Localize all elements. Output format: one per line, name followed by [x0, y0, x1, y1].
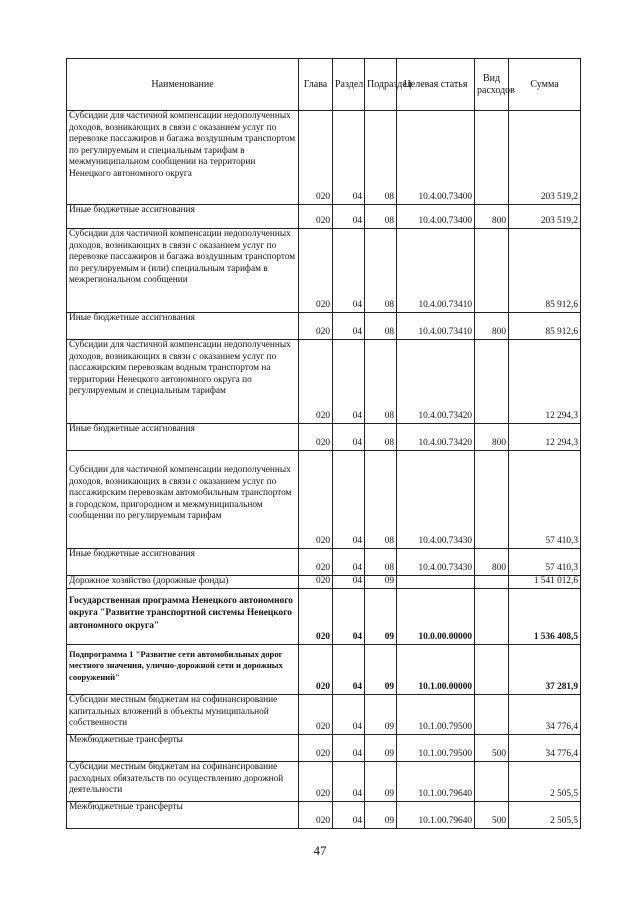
- row-vid: 800: [475, 205, 509, 229]
- table-row: [67, 735, 581, 762]
- row-name: Межбюджетные трансферты: [67, 802, 299, 829]
- row-celevaya: 10.4.00.73420: [397, 424, 475, 451]
- row-razdel: 04: [333, 645, 365, 695]
- row-podrazdel: 09: [365, 589, 397, 645]
- row-razdel: 04: [333, 451, 365, 549]
- row-celevaya: 10.4.00.73430: [397, 451, 475, 549]
- row-vid: [475, 762, 509, 802]
- row-glava: 020: [299, 695, 333, 735]
- row-podrazdel: 08: [365, 205, 397, 229]
- row-name: Субсидии местным бюджетам на софинансирование расходных обязательств по осуществлению дорожной деятельности: [67, 762, 299, 802]
- row-vid: [475, 340, 509, 424]
- table-row: [67, 802, 581, 829]
- row-podrazdel: 08: [365, 549, 397, 576]
- row-glava: 020: [299, 205, 333, 229]
- table-row: [67, 762, 581, 802]
- row-summa: 203 519,2: [509, 111, 581, 205]
- table-header-row: [67, 59, 581, 111]
- row-summa: 34 776,4: [509, 735, 581, 762]
- row-summa: 1 541 012,6: [509, 576, 581, 589]
- row-summa: 2 505,5: [509, 802, 581, 829]
- row-podrazdel: 09: [365, 576, 397, 589]
- row-name: Иные бюджетные ассигнования: [67, 424, 299, 451]
- row-summa: 57 410,3: [509, 549, 581, 576]
- row-vid: 500: [475, 735, 509, 762]
- table-row: [67, 424, 581, 451]
- row-summa: 12 294,3: [509, 340, 581, 424]
- row-glava: 020: [299, 549, 333, 576]
- header-glava: Глава: [299, 59, 333, 111]
- row-celevaya: 10.1.00.79500: [397, 735, 475, 762]
- header-name: Наименование: [67, 59, 299, 111]
- row-summa: 57 410,3: [509, 451, 581, 549]
- row-glava: 020: [299, 735, 333, 762]
- row-razdel: 04: [333, 549, 365, 576]
- row-summa: 2 505,5: [509, 762, 581, 802]
- table-row: [67, 451, 581, 549]
- row-vid: 500: [475, 802, 509, 829]
- table-row: [67, 549, 581, 576]
- row-celevaya: 10.4.00.73400: [397, 205, 475, 229]
- row-name: Иные бюджетные ассигнования: [67, 205, 299, 229]
- row-celevaya: 10.4.00.73420: [397, 340, 475, 424]
- table-row: [67, 589, 581, 645]
- row-glava: 020: [299, 424, 333, 451]
- header-razdel: Раздел: [333, 59, 365, 111]
- row-summa: 1 536 408,5: [509, 589, 581, 645]
- row-name: Межбюджетные трансферты: [67, 735, 299, 762]
- row-vid: 800: [475, 549, 509, 576]
- row-razdel: 04: [333, 229, 365, 313]
- row-celevaya: 10.4.00.73410: [397, 313, 475, 340]
- row-podrazdel: 09: [365, 762, 397, 802]
- row-vid: 800: [475, 313, 509, 340]
- row-vid: [475, 111, 509, 205]
- row-vid: [475, 451, 509, 549]
- row-name: Субсидии для частичной компенсации недополученных доходов, возникающих в связи с оказанием услуг по перевозке пассажиров и багажа воздушным транспортом по регулируемым и специальным тарифам в межмуниципальном сообщении на территории Ненецкого автономного округа: [67, 111, 299, 205]
- row-podrazdel: 09: [365, 735, 397, 762]
- row-glava: 020: [299, 451, 333, 549]
- header-podrazdel: Подраздел: [365, 59, 397, 111]
- row-celevaya: 10.0.00.00000: [397, 589, 475, 645]
- row-vid: [475, 645, 509, 695]
- row-summa: 12 294,3: [509, 424, 581, 451]
- row-podrazdel: 08: [365, 111, 397, 205]
- row-celevaya: 10.4.00.73410: [397, 229, 475, 313]
- row-name: Субсидии для частичной компенсации недополученных доходов, возникающих в связи с оказанием услуг по перевозке пассажиров и багажа воздушным транспортом по регулируемым и (или) специальным тарифам в межрегиональном сообщении: [67, 229, 299, 313]
- row-celevaya: 10.1.00.79640: [397, 802, 475, 829]
- row-name: Государственная программа Ненецкого автономного округа "Развитие транспортной системы Ненецкого автономного округа": [67, 589, 299, 645]
- row-razdel: 04: [333, 695, 365, 735]
- row-celevaya: 10.1.00.79640: [397, 762, 475, 802]
- row-glava: 020: [299, 576, 333, 589]
- row-glava: 020: [299, 229, 333, 313]
- row-name: Иные бюджетные ассигнования: [67, 549, 299, 576]
- row-summa: 85 912,6: [509, 313, 581, 340]
- row-glava: 020: [299, 313, 333, 340]
- row-name: Субсидии для частичной компенсации недополученных доходов, возникающих в связи с оказанием услуг по пассажирским перевозкам водным транспортом на территории Ненецкого автономного округа по регулируемым и специальным тарифам: [67, 340, 299, 424]
- row-podrazdel: 09: [365, 695, 397, 735]
- page-number: 47: [313, 843, 327, 858]
- table-row: [67, 695, 581, 735]
- row-name: Субсидии для частичной компенсации недополученных доходов, возникающих в связи с оказанием услуг по пассажирским перевозкам автомобильным транспортом в городском, пригородном и межмуниципальном сообщении по регулируемым тарифам: [67, 451, 299, 549]
- table-row: [67, 111, 581, 205]
- row-summa: 203 519,2: [509, 205, 581, 229]
- row-celevaya: [397, 576, 475, 589]
- row-podrazdel: 09: [365, 645, 397, 695]
- row-razdel: 04: [333, 802, 365, 829]
- row-name: Иные бюджетные ассигнования: [67, 313, 299, 340]
- row-vid: [475, 589, 509, 645]
- row-glava: 020: [299, 111, 333, 205]
- row-celevaya: 10.4.00.73430: [397, 549, 475, 576]
- table-row: [67, 645, 581, 695]
- row-razdel: 04: [333, 205, 365, 229]
- row-podrazdel: 08: [365, 340, 397, 424]
- row-razdel: 04: [333, 762, 365, 802]
- row-glava: 020: [299, 802, 333, 829]
- row-razdel: 04: [333, 111, 365, 205]
- table-row: [67, 205, 581, 229]
- row-celevaya: 10.1.00.79500: [397, 695, 475, 735]
- row-glava: 020: [299, 645, 333, 695]
- row-podrazdel: 09: [365, 802, 397, 829]
- header-vid: Вид расходов: [475, 59, 509, 111]
- row-vid: [475, 229, 509, 313]
- row-name: Субсидии местным бюджетам на софинансирование капитальных вложений в объекты муниципальной собственности: [67, 695, 299, 735]
- row-vid: [475, 576, 509, 589]
- row-podrazdel: 08: [365, 313, 397, 340]
- header-summa: Сумма: [509, 59, 581, 111]
- row-razdel: 04: [333, 340, 365, 424]
- row-vid: [475, 695, 509, 735]
- row-glava: 020: [299, 589, 333, 645]
- row-vid: 800: [475, 424, 509, 451]
- row-razdel: 04: [333, 735, 365, 762]
- row-name: Дорожное хозяйство (дорожные фонды): [67, 576, 299, 589]
- row-razdel: 04: [333, 424, 365, 451]
- row-podrazdel: 08: [365, 229, 397, 313]
- table-row: [67, 340, 581, 424]
- row-glava: 020: [299, 762, 333, 802]
- row-podrazdel: 08: [365, 451, 397, 549]
- row-razdel: 04: [333, 589, 365, 645]
- budget-table: [66, 58, 581, 829]
- row-summa: 85 912,6: [509, 229, 581, 313]
- table-row: [67, 576, 581, 589]
- row-summa: 34 776,4: [509, 695, 581, 735]
- table-row: [67, 313, 581, 340]
- header-celevaya: Целевая статья: [397, 59, 475, 111]
- row-glava: 020: [299, 340, 333, 424]
- row-razdel: 04: [333, 313, 365, 340]
- row-razdel: 04: [333, 576, 365, 589]
- row-podrazdel: 08: [365, 424, 397, 451]
- row-summa: 37 281,9: [509, 645, 581, 695]
- table-row: [67, 229, 581, 313]
- row-name: Подпрограмма 1 "Развитие сети автомобильных дорог местного значения, улично-дорожной сети и дорожных сооружений": [67, 645, 299, 695]
- row-celevaya: 10.1.00.00000: [397, 645, 475, 695]
- row-celevaya: 10.4.00.73400: [397, 111, 475, 205]
